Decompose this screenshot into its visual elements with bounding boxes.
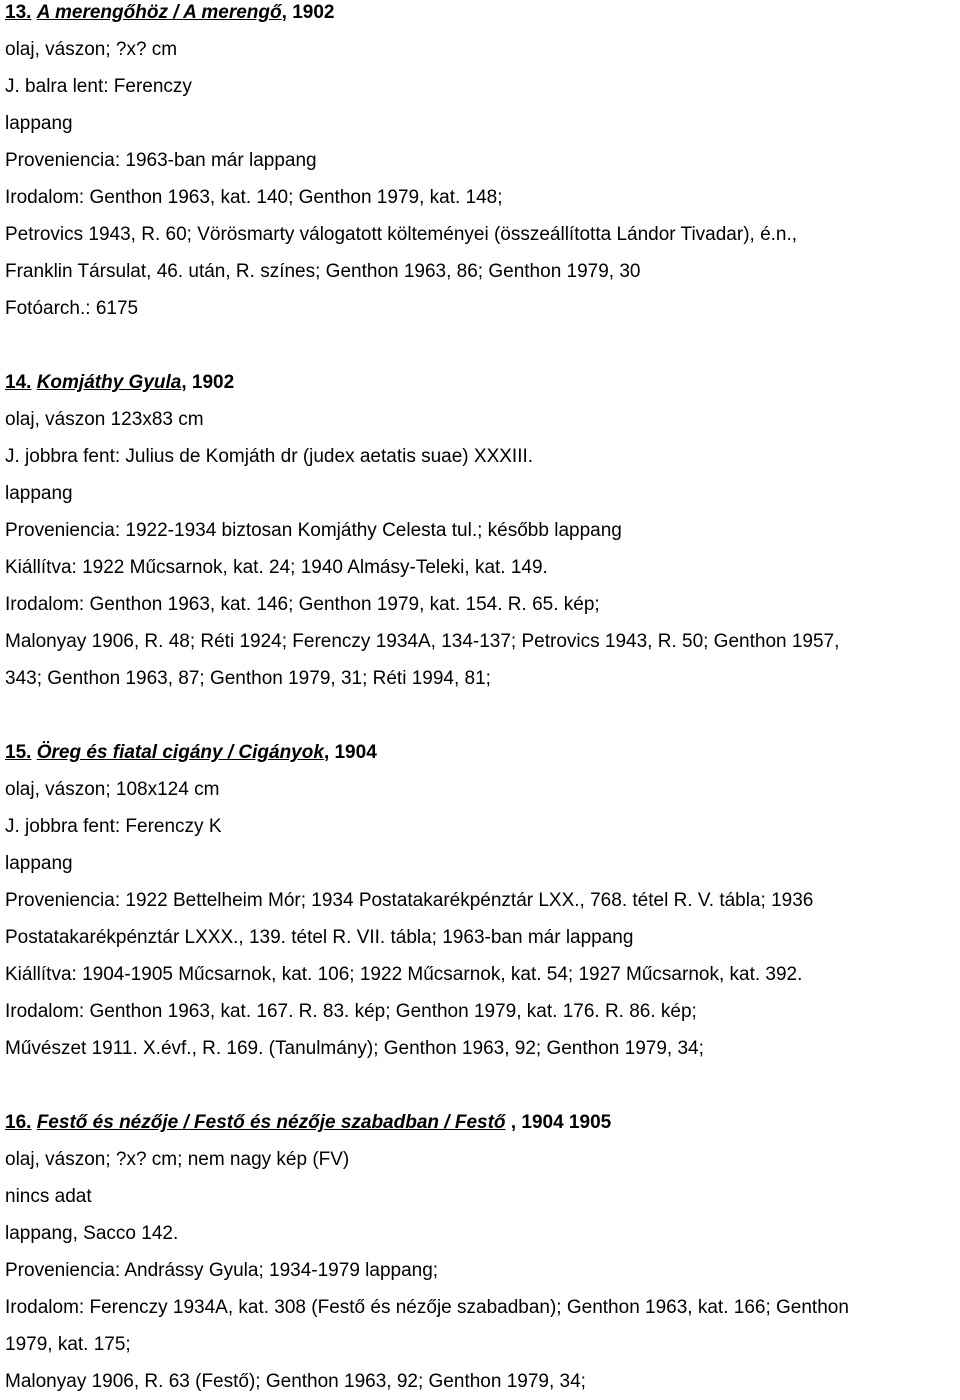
provenance-line: Proveniencia: Andrássy Gyula; 1934-1979 lappang; — [5, 1260, 439, 1281]
status-line: lappang — [5, 483, 73, 504]
status-line: lappang, Sacco 142. — [5, 1223, 179, 1244]
provenance-line: Proveniencia: 1922 Bettelheim Mór; 1934 Postatakarékpénztár LXX., 768. tétel R. V. tábla; 1936 — [5, 890, 814, 911]
title-link[interactable]: A merengőhöz — [36, 2, 168, 23]
literature-line: Malonyay 1906, R. 48; Réti 1924; Ferenczy 1934A, 134-137; Petrovics 1943, R. 50; Genthon 1957, — [5, 631, 840, 652]
entry-number: 13. — [5, 2, 32, 23]
title-separator: / — [222, 742, 239, 763]
signature-line: nincs adat — [5, 1186, 92, 1207]
title-link[interactable]: Cigányok — [238, 742, 324, 763]
entry-title — [5, 364, 960, 401]
literature-line: Malonyay 1906, R. 63 (Festő); Genthon 1963, 92; Genthon 1979, 34; — [5, 1371, 586, 1392]
entry-year: , 1904 1905 — [505, 1112, 612, 1133]
photo-archive-line: Fotóarch.: 6175 — [5, 298, 139, 319]
entry-number: 14. — [5, 372, 32, 393]
exhibition-line: Kiállítva: 1904-1905 Műcsarnok, kat. 106; 1922 Műcsarnok, kat. 54; 1927 Műcsarnok, kat. 392. — [5, 964, 803, 985]
medium-line: olaj, vászon; ?x? cm — [5, 39, 178, 60]
entry-year: , 1904 — [323, 742, 377, 763]
signature-line: J. jobbra fent: Ferenczy K — [5, 816, 222, 837]
entry-number: 15. — [5, 742, 32, 763]
entry-title — [5, 1104, 960, 1141]
catalog-entry-13 — [5, 0, 960, 327]
status-line: lappang — [5, 113, 73, 134]
catalog-entry-16 — [5, 1104, 960, 1400]
entry-year: , 1902 — [281, 2, 335, 23]
literature-line: Művészet 1911. X.évf., R. 169. (Tanulmány); Genthon 1963, 92; Genthon 1979, 34; — [5, 1038, 704, 1059]
medium-line: olaj, vászon 123x83 cm — [5, 409, 204, 430]
literature-line: Franklin Társulat, 46. után, R. színes; Genthon 1963, 86; Genthon 1979, 30 — [5, 261, 641, 282]
status-line: lappang — [5, 853, 73, 874]
entry-number: 16. — [5, 1112, 32, 1133]
catalog-entry-14 — [5, 364, 960, 697]
medium-line: olaj, vászon; ?x? cm; nem nagy kép (FV) — [5, 1149, 350, 1170]
title-link[interactable]: A merengő — [183, 2, 282, 23]
title-link[interactable]: Komjáthy Gyula — [36, 372, 182, 393]
title-link[interactable]: Öreg és fiatal cigány — [36, 742, 223, 763]
signature-line: J. jobbra fent: Julius de Komjáth dr (judex aetatis suae) XXXIII. — [5, 446, 534, 467]
exhibition-line: Kiállítva: 1922 Műcsarnok, kat. 24; 1940 Almásy-Teleki, kat. 149. — [5, 557, 548, 578]
provenance-line: Postatakarékpénztár LXXX., 139. tétel R. VII. tábla; 1963-ban már lappang — [5, 927, 634, 948]
title-link[interactable]: Festő — [454, 1112, 506, 1133]
title-separator: / — [167, 2, 184, 23]
provenance-line: Proveniencia: 1922-1934 biztosan Komjáthy Celesta tul.; később lappang — [5, 520, 622, 541]
literature-line: Petrovics 1943, R. 60; Vörösmarty válogatott költeményei (összeállította Lándor Tivadar), é.n., — [5, 224, 798, 245]
title-separator: / — [439, 1112, 455, 1133]
entry-title — [5, 0, 960, 31]
entry-year: , 1902 — [181, 372, 235, 393]
title-link[interactable]: Festő és nézője szabadban — [194, 1112, 440, 1133]
title-separator: / — [178, 1112, 195, 1133]
entry-title — [5, 734, 960, 771]
provenance-line: Proveniencia: 1963-ban már lappang — [5, 150, 317, 171]
literature-line: Irodalom: Genthon 1963, kat. 167. R. 83. kép; Genthon 1979, kat. 176. R. 86. kép; — [5, 1001, 697, 1022]
literature-line: Irodalom: Ferenczy 1934A, kat. 308 (Festő és nézője szabadban); Genthon 1963, kat. 166; Genthon — [5, 1297, 849, 1318]
signature-line: J. balra lent: Ferenczy — [5, 76, 192, 97]
title-link[interactable]: Festő és nézője — [36, 1112, 179, 1133]
literature-line: Irodalom: Genthon 1963, kat. 140; Genthon 1979, kat. 148; — [5, 187, 503, 208]
literature-line: 1979, kat. 175; — [5, 1334, 131, 1355]
medium-line: olaj, vászon; 108x124 cm — [5, 779, 220, 800]
literature-line: 343; Genthon 1963, 87; Genthon 1979, 31; Réti 1994, 81; — [5, 668, 491, 689]
catalog-entry-15 — [5, 734, 960, 1067]
literature-line: Irodalom: Genthon 1963, kat. 146; Genthon 1979, kat. 154. R. 65. kép; — [5, 594, 600, 615]
